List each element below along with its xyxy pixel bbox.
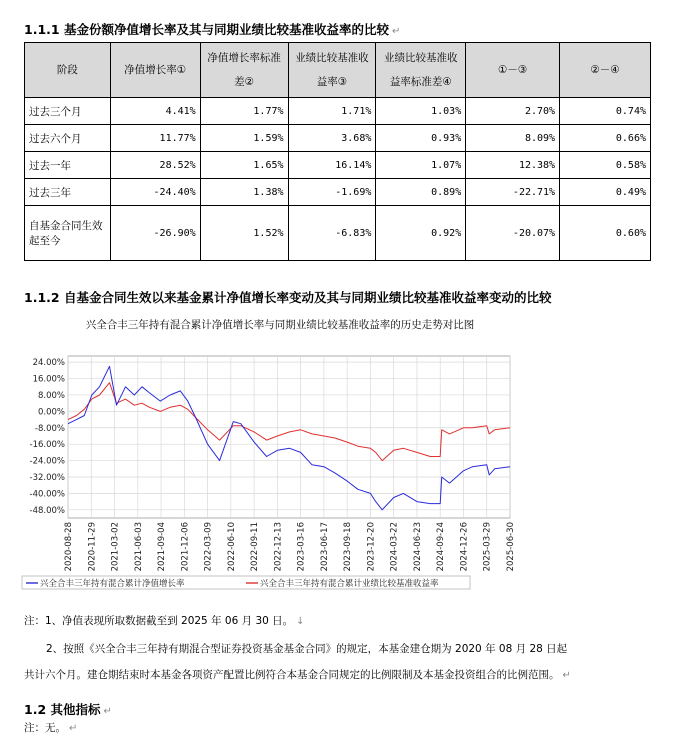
- x-tick-label: 2024-09-24: [436, 522, 447, 572]
- legend-label: 兴全合丰三年持有混合累计净值增长率: [40, 579, 185, 589]
- table-cell: -26.90%: [110, 206, 200, 261]
- table-cell: -1.69%: [288, 179, 376, 206]
- table-cell: 0.93%: [376, 125, 466, 152]
- header-cell: ①－③: [466, 43, 560, 98]
- table-cell: 0.89%: [376, 179, 466, 206]
- paragraph-mark: ↵: [391, 26, 401, 37]
- period-label: 过去六个月: [25, 125, 111, 152]
- section-heading-1-2: [24, 700, 112, 718]
- table-cell: 11.77%: [110, 125, 200, 152]
- x-tick-label: 2023-06-17: [319, 522, 330, 572]
- x-tick-label: 2022-06-10: [226, 522, 237, 572]
- table-cell: 12.38%: [466, 152, 560, 179]
- y-tick-label: -8.00%: [34, 423, 65, 434]
- x-tick-label: 2025-03-29: [482, 522, 493, 572]
- table-cell: 1.52%: [200, 206, 288, 261]
- x-tick-label: 2021-12-06: [180, 522, 191, 572]
- y-tick-label: -16.00%: [29, 440, 65, 451]
- table-cell: 1.59%: [200, 125, 288, 152]
- chart-title: 兴全合丰三年持有混合累计净值增长率与同期业绩比较基准收益率的历史走势对比图: [85, 319, 475, 331]
- table-row: [25, 152, 651, 179]
- section-heading-1-1-1: [24, 20, 400, 38]
- header-cell: 净值增长率①: [110, 43, 200, 98]
- table-cell: -24.40%: [110, 179, 200, 206]
- period-label: 过去三个月: [25, 98, 111, 125]
- table-cell: 1.77%: [200, 98, 288, 125]
- period-label: 过去三年: [25, 179, 111, 206]
- x-tick-label: 2021-03-02: [110, 522, 121, 572]
- x-tick-label: 2023-09-18: [343, 522, 354, 572]
- header-cell: 业绩比较基准收益率标准差④: [376, 43, 466, 98]
- y-tick-label: -40.00%: [29, 489, 65, 500]
- paragraph-mark: ↵: [562, 670, 571, 681]
- x-tick-label: 2023-12-20: [366, 522, 377, 572]
- y-tick-label: 0.00%: [37, 407, 65, 418]
- x-tick-label: 2023-03-16: [296, 522, 307, 572]
- period-label: 过去一年: [25, 152, 111, 179]
- table-cell: 0.66%: [560, 125, 651, 152]
- section-number: 1.1.2: [24, 290, 60, 305]
- table-cell: -20.07%: [466, 206, 560, 261]
- x-tick-label: 2024-06-23: [412, 522, 423, 572]
- table-cell: 4.41%: [110, 98, 200, 125]
- table-cell: 2.70%: [466, 98, 560, 125]
- y-tick-label: 16.00%: [32, 374, 65, 385]
- section-number: 1.1.1: [24, 22, 60, 37]
- note-2-line-1: 2、按照《兴全合丰三年持有期混合型证券投资基金基金合同》的规定，本基金建仓期为 2020 年 08 月 28 日起: [46, 643, 568, 655]
- section-heading-1-1-2: [24, 288, 551, 306]
- x-tick-label: 2022-03-09: [203, 522, 214, 572]
- table-cell: 16.14%: [288, 152, 376, 179]
- x-tick-label: 2021-09-04: [157, 522, 168, 572]
- table-cell: 0.49%: [560, 179, 651, 206]
- x-tick-label: 2025-06-30: [506, 522, 516, 572]
- line-break-mark: ↓: [296, 616, 305, 627]
- table-row: [25, 179, 651, 206]
- table-cell: 0.74%: [560, 98, 651, 125]
- performance-table: [24, 42, 651, 261]
- y-tick-label: 8.00%: [37, 390, 65, 401]
- y-tick-label: -48.00%: [29, 505, 65, 516]
- table-cell: 1.71%: [288, 98, 376, 125]
- legend-label: 兴全合丰三年持有混合累计业绩比较基准收益率: [260, 579, 439, 589]
- x-tick-label: 2022-12-13: [273, 522, 284, 572]
- note-2-line-2: 共计六个月。建仓期结束时本基金各项资产配置比例符合本基金合同规定的比例限制及本基金投资组合的比例范围。 ↵: [24, 669, 571, 681]
- x-tick-label: 2024-03-22: [389, 522, 400, 572]
- table-cell: 3.68%: [288, 125, 376, 152]
- section-title: 基金份额净值增长率及其与同期业绩比较基准收益率的比较: [63, 22, 389, 37]
- table-cell: 1.38%: [200, 179, 288, 206]
- table-cell: 0.92%: [376, 206, 466, 261]
- table-cell: -6.83%: [288, 206, 376, 261]
- x-tick-label: 2021-06-03: [133, 522, 144, 572]
- nav-vs-benchmark-line-chart: [20, 348, 520, 600]
- table-row: [25, 125, 651, 152]
- section-title: 自基金合同生效以来基金累计净值增长率变动及其与同期业绩比较基准收益率变动的比较: [63, 290, 552, 305]
- note-1: 注：1、净值表现所取数据截至到 2025 年 06 月 30 日。 ↓: [24, 615, 305, 627]
- table-cell: 28.52%: [110, 152, 200, 179]
- table-cell: 8.09%: [466, 125, 560, 152]
- table-cell: 1.65%: [200, 152, 288, 179]
- header-cell: 业绩比较基准收益率③: [288, 43, 376, 98]
- x-tick-label: 2020-11-29: [87, 522, 98, 572]
- table-cell: 1.03%: [376, 98, 466, 125]
- paragraph-mark: ↵: [103, 706, 112, 717]
- table-row: [25, 98, 651, 125]
- y-tick-label: -32.00%: [29, 472, 65, 483]
- x-tick-label: 2022-09-11: [250, 522, 261, 572]
- table-header-row: [25, 43, 651, 98]
- paragraph-mark: ↵: [69, 723, 78, 734]
- y-tick-label: 24.00%: [32, 358, 65, 369]
- table-cell: -22.71%: [466, 179, 560, 206]
- x-tick-label: 2020-08-28: [64, 522, 74, 572]
- footer-note: 注：无。 ↵: [24, 722, 78, 734]
- y-tick-label: -24.00%: [29, 456, 65, 467]
- table-cell: 1.07%: [376, 152, 466, 179]
- period-label: 自基金合同生效起至今: [25, 206, 111, 261]
- header-cell: 阶段: [25, 43, 111, 98]
- header-cell: ②－④: [560, 43, 651, 98]
- header-cell: 净值增长率标准差②: [200, 43, 288, 98]
- section-number: 1.2: [24, 702, 47, 717]
- table-row: [25, 206, 651, 261]
- table-cell: 0.58%: [560, 152, 651, 179]
- x-tick-label: 2024-12-26: [459, 522, 470, 572]
- table-cell: 0.60%: [560, 206, 651, 261]
- section-title: 其他指标: [50, 702, 101, 717]
